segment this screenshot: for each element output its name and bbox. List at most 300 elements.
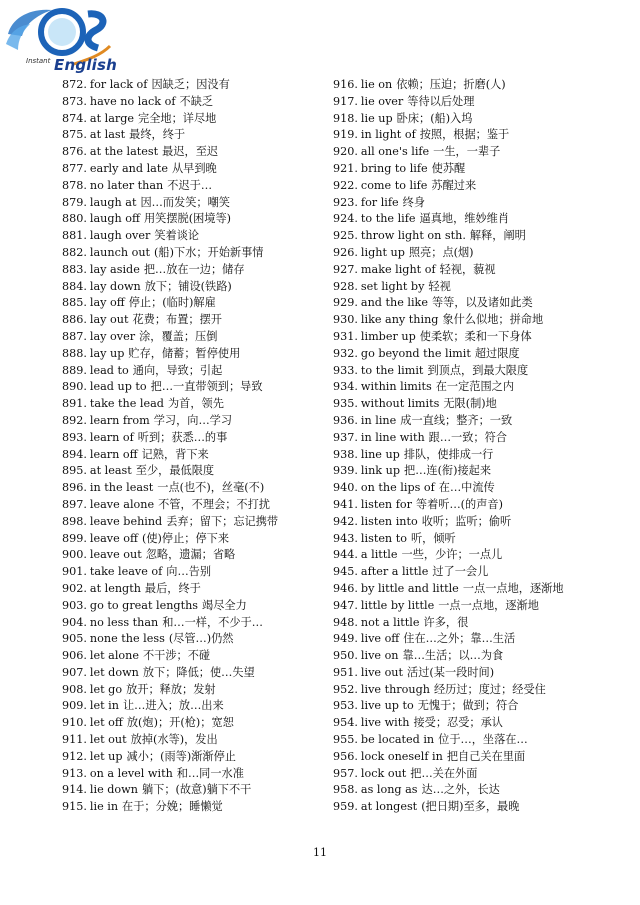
phrase-chinese: 把…放在一边；储存	[143, 262, 245, 276]
logo-text: English	[54, 56, 117, 74]
phrase-entry	[333, 497, 633, 514]
phrase-chinese: 按照，根据；鉴于	[419, 128, 510, 142]
phrase-english: live off	[360, 632, 400, 646]
phrase-english: let down	[89, 665, 139, 679]
phrase-entry	[62, 665, 330, 682]
phrase-entry	[62, 195, 330, 212]
entry-number: 916.	[333, 78, 358, 91]
phrase-entry	[62, 228, 330, 245]
entry-number: 909.	[62, 699, 87, 713]
phrase-chinese: 排队，使排成一行	[403, 447, 494, 461]
phrase-english: learn off	[89, 447, 138, 461]
entry-number: 952.	[333, 682, 358, 696]
entry-number: 890.	[62, 380, 87, 394]
phrase-chinese: 在于；分娩；睡懒觉	[122, 800, 223, 814]
phrase-english: have no lack of	[89, 94, 176, 108]
phrase-entry	[62, 127, 330, 144]
phrase-entry	[333, 346, 633, 363]
phrase-english: learn of	[89, 430, 134, 444]
entry-number: 958.	[333, 783, 358, 797]
phrase-chinese: 靠…生活；以…为食	[402, 649, 504, 663]
phrase-entry	[62, 430, 330, 447]
phrase-chinese: 忽略，遗漏；省略	[145, 548, 236, 562]
entry-number: 928.	[333, 279, 358, 293]
phrase-english: learn from	[89, 413, 150, 427]
phrase-chinese: 使柔软；柔和一下身体	[419, 329, 532, 343]
phrase-english: make light of	[360, 262, 436, 276]
entry-number: 893.	[62, 430, 87, 444]
phrase-entry	[333, 262, 633, 279]
phrase-chinese: 等待以后处理	[407, 94, 475, 108]
phrase-english: in light of	[360, 128, 416, 142]
phrase-entry	[62, 480, 330, 497]
phrase-entry	[62, 682, 330, 699]
phrase-entry	[62, 178, 330, 195]
page-number: 11	[313, 846, 327, 859]
phrase-chinese: 依赖；压迫；折磨(人)	[396, 78, 506, 91]
entry-number: 874.	[62, 111, 87, 125]
phrase-english: at last	[89, 128, 126, 142]
phrase-chinese: 放下；降低；使…失望	[142, 665, 255, 679]
phrase-english: in the least	[89, 481, 154, 495]
phrase-english: without limits	[360, 397, 440, 411]
phrase-english: lie on	[360, 78, 393, 91]
phrase-english: limber up	[360, 329, 416, 343]
phrase-chinese: 让…进入；放…出来	[122, 699, 224, 713]
phrase-english: by little and little	[360, 581, 459, 595]
phrase-english: lay up	[89, 346, 125, 360]
phrase-english: and the like	[360, 296, 428, 310]
entry-number: 922.	[333, 178, 358, 192]
phrase-entry	[62, 615, 330, 632]
phrase-chinese: 和…同一水准	[176, 766, 244, 780]
entry-number: 901.	[62, 565, 87, 579]
phrase-english: as long as	[360, 783, 418, 797]
entry-number: 926.	[333, 245, 358, 259]
right-column	[333, 77, 633, 816]
phrase-chinese: 笑着谈论	[154, 229, 200, 243]
phrase-english: lie up	[360, 111, 393, 125]
phrase-english: none the less	[89, 632, 165, 646]
phrase-entry	[62, 447, 330, 464]
phrase-entry	[62, 111, 330, 128]
phrase-chinese: 照亮；点(烟)	[408, 245, 474, 259]
logo	[4, 4, 117, 76]
phrase-entry	[333, 799, 633, 816]
phrase-chinese: 不干涉；不碰	[142, 649, 211, 663]
entry-number: 872.	[62, 78, 87, 91]
phrase-entry	[62, 329, 330, 346]
phrase-entry	[333, 279, 633, 296]
phrase-entry	[62, 698, 330, 715]
phrase-english: let in	[89, 699, 119, 713]
phrase-chinese: 贮存，储蓄；暂停使用	[128, 346, 241, 360]
phrase-english: link up	[360, 464, 400, 478]
phrase-english: in line with	[360, 430, 425, 444]
phrase-chinese: 到顶点，到最大限度	[427, 363, 529, 377]
entry-number: 900.	[62, 548, 87, 562]
phrase-english: leave out	[89, 548, 142, 562]
phrase-entry	[333, 245, 633, 262]
phrase-chinese: 把自己关在里面	[446, 749, 526, 763]
phrase-entry	[333, 631, 633, 648]
entry-number: 882.	[62, 245, 87, 259]
phrase-entry	[333, 547, 633, 564]
phrase-entry	[62, 598, 330, 615]
phrase-chinese: 不缺乏	[179, 94, 214, 108]
phrase-chinese: 停止；(临时)解雇	[128, 296, 216, 310]
entry-number: 929.	[333, 296, 358, 310]
phrase-chinese: 最终，终于	[129, 128, 186, 142]
phrase-entry	[62, 648, 330, 665]
phrase-chinese: 一点(也不)，丝毫(不)	[157, 481, 265, 495]
entry-number: 920.	[333, 145, 358, 159]
phrase-entry	[62, 631, 330, 648]
phrase-entry	[333, 480, 633, 497]
phrase-chinese: 不管，不理会；不打扰	[158, 497, 270, 511]
phrase-chinese: 完全地；详尽地	[138, 111, 217, 125]
entry-number: 939.	[333, 464, 358, 478]
entry-number: 883.	[62, 262, 87, 276]
entry-number: 959.	[333, 800, 358, 814]
phrase-entry	[333, 396, 633, 413]
entry-number: 879.	[62, 195, 87, 209]
entry-number: 897.	[62, 497, 87, 511]
phrase-chinese: 逼真地，维妙维肖	[419, 212, 510, 226]
entry-number: 917.	[333, 94, 358, 108]
entry-number: 873.	[62, 94, 87, 108]
entry-number: 923.	[333, 195, 358, 209]
phrase-entry	[62, 531, 330, 548]
phrase-entry	[62, 581, 330, 598]
phrase-chinese: 把…一直带领到；导致	[150, 380, 263, 394]
entry-number: 894.	[62, 447, 87, 461]
phrase-entry	[333, 111, 633, 128]
entry-number: 956.	[333, 749, 358, 763]
entry-number: 953.	[333, 699, 358, 713]
phrase-english: throw light on sth.	[360, 229, 466, 243]
phrase-entry	[62, 749, 330, 766]
phrase-entry	[62, 514, 330, 531]
phrase-chinese: 象什么似地；拼命地	[442, 313, 544, 327]
phrase-english: a little	[360, 548, 398, 562]
phrase-entry	[333, 766, 633, 783]
entry-number: 892.	[62, 413, 87, 427]
entry-number: 876.	[62, 145, 87, 159]
phrase-english: not a little	[360, 615, 420, 629]
phrase-chinese: 因…而发笑；嘲笑	[140, 195, 230, 209]
phrase-chinese: 放下；铺设(铁路)	[144, 279, 232, 293]
phrase-english: leave off	[89, 531, 138, 545]
phrase-chinese: 苏醒过来	[431, 178, 477, 192]
entry-number: 889.	[62, 363, 87, 377]
phrase-chinese: 和…一样，不少于…	[162, 615, 263, 629]
entry-number: 910.	[62, 716, 87, 730]
phrase-chinese: 跟…一致；符合	[428, 430, 507, 444]
phrase-english: lay over	[89, 329, 136, 343]
entry-number: 877.	[62, 161, 87, 175]
phrase-english: laugh over	[89, 229, 151, 243]
entry-number: 914.	[62, 783, 87, 797]
phrase-english: line up	[360, 447, 400, 461]
phrase-chinese: 一些，少许；一点儿	[401, 548, 503, 562]
phrase-english: like any thing	[360, 313, 439, 327]
phrase-english: laugh off	[89, 212, 140, 226]
phrase-chinese: 活过(某一段时间)	[407, 665, 495, 679]
phrase-chinese: 竭尽全力	[202, 598, 247, 612]
phrase-english: lead to	[89, 363, 129, 377]
phrase-entry	[333, 211, 633, 228]
phrase-entry	[333, 698, 633, 715]
phrase-entry	[333, 161, 633, 178]
entry-number: 954.	[333, 716, 358, 730]
phrase-english: let up	[89, 749, 123, 763]
phrase-english: lie over	[360, 94, 404, 108]
phrase-chinese: (使)停止；停下来	[141, 531, 230, 545]
phrase-english: in line	[360, 413, 397, 427]
entry-number: 907.	[62, 665, 87, 679]
phrase-english: be located in	[360, 733, 435, 747]
phrase-entry	[62, 782, 330, 799]
phrase-entry	[62, 262, 330, 279]
phrase-entry	[333, 782, 633, 799]
phrase-chinese: (尽管…)仍然	[168, 632, 234, 646]
phrase-chinese: 轻视，藐视	[439, 262, 496, 276]
phrase-entry	[333, 715, 633, 732]
entry-number: 943.	[333, 531, 358, 545]
entry-number: 898.	[62, 514, 87, 528]
phrase-entry	[62, 346, 330, 363]
phrase-entry	[333, 615, 633, 632]
phrase-english: on a level with	[89, 766, 173, 780]
phrase-entry	[62, 312, 330, 329]
phrase-entry	[62, 211, 330, 228]
phrase-chinese: 减小；(雨等)渐渐停止	[126, 749, 236, 763]
phrase-english: for life	[360, 195, 399, 209]
entry-number: 918.	[333, 111, 358, 125]
phrase-entry	[333, 363, 633, 380]
entry-number: 903.	[62, 598, 87, 612]
phrase-english: at length	[89, 581, 141, 595]
phrase-chinese: 不迟于…	[167, 178, 213, 192]
phrase-english: lock out	[360, 766, 407, 780]
phrase-entry	[333, 581, 633, 598]
phrase-chinese: 轻视	[428, 279, 451, 293]
entry-number: 948.	[333, 615, 358, 629]
phrase-chinese: 放掉(水等)，发出	[130, 733, 218, 747]
phrase-entry	[333, 447, 633, 464]
phrase-english: live out	[360, 665, 404, 679]
entry-number: 947.	[333, 598, 358, 612]
phrase-entry	[62, 379, 330, 396]
phrase-entry	[62, 497, 330, 514]
phrase-entry	[62, 413, 330, 430]
entry-number: 888.	[62, 346, 87, 360]
entry-number: 925.	[333, 229, 358, 243]
phrase-chinese: 过了一会儿	[432, 565, 489, 579]
phrase-chinese: 为首，领先	[167, 397, 224, 411]
phrase-english: let off	[89, 716, 123, 730]
phrase-entry	[62, 295, 330, 312]
phrase-entry	[333, 749, 633, 766]
phrase-english: lay out	[89, 313, 129, 327]
entry-number: 957.	[333, 766, 358, 780]
entry-number: 942.	[333, 514, 358, 528]
phrase-entry	[333, 531, 633, 548]
entry-number: 932.	[333, 346, 358, 360]
phrase-entry	[62, 547, 330, 564]
phrase-english: come to life	[360, 178, 428, 192]
phrase-english: take the lead	[89, 397, 164, 411]
phrase-english: at longest	[360, 800, 418, 814]
phrase-entry	[62, 363, 330, 380]
phrase-entry	[333, 598, 633, 615]
entry-number: 955.	[333, 733, 358, 747]
phrase-chinese: 一点一点地，逐渐地	[438, 598, 539, 612]
entry-number: 934.	[333, 380, 358, 394]
phrase-english: after a little	[360, 565, 429, 579]
entry-number: 935.	[333, 397, 358, 411]
entry-number: 945.	[333, 565, 358, 579]
phrase-english: lead up to	[89, 380, 147, 394]
phrase-entry	[333, 682, 633, 699]
phrase-entry	[62, 463, 330, 480]
entry-number: 938.	[333, 447, 358, 461]
phrase-chinese: 从早到晚	[171, 161, 217, 175]
phrase-chinese: 躺下；(故意)躺下不干	[141, 783, 252, 797]
phrase-entry	[333, 195, 633, 212]
phrase-chinese: (船)下水；开始新事情	[154, 245, 264, 259]
phrase-english: at the latest	[89, 145, 159, 159]
phrase-entry	[333, 178, 633, 195]
entry-number: 946.	[333, 581, 358, 595]
phrase-entry	[62, 94, 330, 111]
entry-number: 950.	[333, 649, 358, 663]
phrase-chinese: 向…告别	[166, 565, 212, 579]
entry-number: 936.	[333, 413, 358, 427]
phrase-chinese: 在一定范围之内	[435, 380, 515, 394]
phrase-chinese: 至少，最低限度	[135, 464, 215, 478]
phrase-chinese: 一生，一辈子	[433, 145, 501, 159]
phrase-english: at large	[89, 111, 135, 125]
phrase-english: leave behind	[89, 514, 163, 528]
phrase-english: live through	[360, 682, 430, 696]
entry-number: 944.	[333, 548, 358, 562]
phrase-chinese: 成一直线；整齐；一致	[400, 413, 513, 427]
entry-number: 886.	[62, 313, 87, 327]
entry-number: 919.	[333, 128, 358, 142]
entry-number: 884.	[62, 279, 87, 293]
phrase-english: light up	[360, 245, 405, 259]
entry-number: 880.	[62, 212, 87, 226]
phrase-chinese: 涂，覆盖；压倒	[139, 329, 218, 343]
entry-number: 941.	[333, 497, 358, 511]
phrase-english: for lack of	[89, 78, 148, 91]
phrase-chinese: 最迟，至迟	[162, 145, 219, 159]
phrase-entry	[333, 413, 633, 430]
phrase-entry	[333, 77, 633, 94]
phrase-chinese: 把…连(衔)接起来	[404, 464, 492, 478]
phrase-english: let alone	[89, 649, 139, 663]
phrase-english: lay aside	[89, 262, 140, 276]
phrase-entry	[333, 514, 633, 531]
entry-number: 940.	[333, 481, 358, 495]
phrase-english: let out	[89, 733, 127, 747]
phrase-chinese: 放(炮)；开(枪)；宽恕	[126, 716, 234, 730]
logo-tagline: Instant	[26, 57, 51, 65]
phrase-entry	[62, 766, 330, 783]
phrase-english: live up to	[360, 699, 414, 713]
phrase-chinese: 把…关在外面	[410, 766, 478, 780]
phrase-entry	[62, 396, 330, 413]
entry-number: 908.	[62, 682, 87, 696]
phrase-entry	[333, 127, 633, 144]
phrase-chinese: 使苏醒	[431, 161, 466, 175]
phrase-english: lay down	[89, 279, 141, 293]
left-column	[62, 77, 330, 816]
phrase-entry	[333, 379, 633, 396]
phrase-entry	[333, 228, 633, 245]
phrase-english: no less than	[89, 615, 159, 629]
entry-number: 911.	[62, 733, 87, 747]
phrase-chinese: 无限(制)地	[443, 397, 497, 411]
entry-number: 933.	[333, 363, 358, 377]
phrase-chinese: 解释，阐明	[469, 229, 526, 243]
phrase-entry	[333, 94, 633, 111]
phrase-english: live on	[360, 649, 399, 663]
phrase-chinese: 接受；忍受；承认	[413, 716, 503, 730]
phrase-english: let go	[89, 682, 123, 696]
phrase-english: listen to	[360, 531, 407, 545]
phrase-chinese: 超过限度	[474, 346, 520, 360]
phrase-english: live with	[360, 716, 410, 730]
phrase-entry	[333, 732, 633, 749]
phrase-english: no later than	[89, 178, 164, 192]
phrase-chinese: 收听；监听；偷听	[421, 514, 512, 528]
phrase-entry	[62, 732, 330, 749]
phrase-chinese: 花费；布置；摆开	[132, 313, 222, 327]
phrase-entry	[333, 564, 633, 581]
phrase-chinese: 卧床；(船)入坞	[396, 111, 473, 125]
entry-number: 875.	[62, 128, 87, 142]
phrase-english: little by little	[360, 598, 435, 612]
entry-number: 913.	[62, 766, 87, 780]
phrase-english: lie in	[89, 800, 119, 814]
phrase-chinese: 听，倾听	[410, 531, 456, 545]
phrase-chinese: 丢弃；留下；忘记携带	[166, 514, 279, 528]
phrase-entry	[333, 665, 633, 682]
phrase-entry	[333, 329, 633, 346]
phrase-chinese: 终身	[402, 195, 426, 209]
phrase-entry	[62, 245, 330, 262]
entry-number: 924.	[333, 212, 358, 226]
phrase-chinese: 学习，向…学习	[153, 413, 233, 427]
phrase-english: set light by	[360, 279, 425, 293]
entry-number: 951.	[333, 665, 358, 679]
entry-number: 887.	[62, 329, 87, 343]
entry-number: 881.	[62, 229, 87, 243]
entry-number: 912.	[62, 749, 87, 763]
phrase-english: early and late	[89, 161, 168, 175]
phrase-entry	[62, 799, 330, 816]
phrase-entry	[333, 648, 633, 665]
phrase-chinese: 达…之外，长达	[421, 783, 500, 797]
phrase-chinese: 位于…，坐落在…	[438, 733, 528, 747]
entry-number: 878.	[62, 178, 87, 192]
phrase-entry	[333, 430, 633, 447]
phrase-entry	[333, 144, 633, 161]
phrase-english: listen into	[360, 514, 418, 528]
